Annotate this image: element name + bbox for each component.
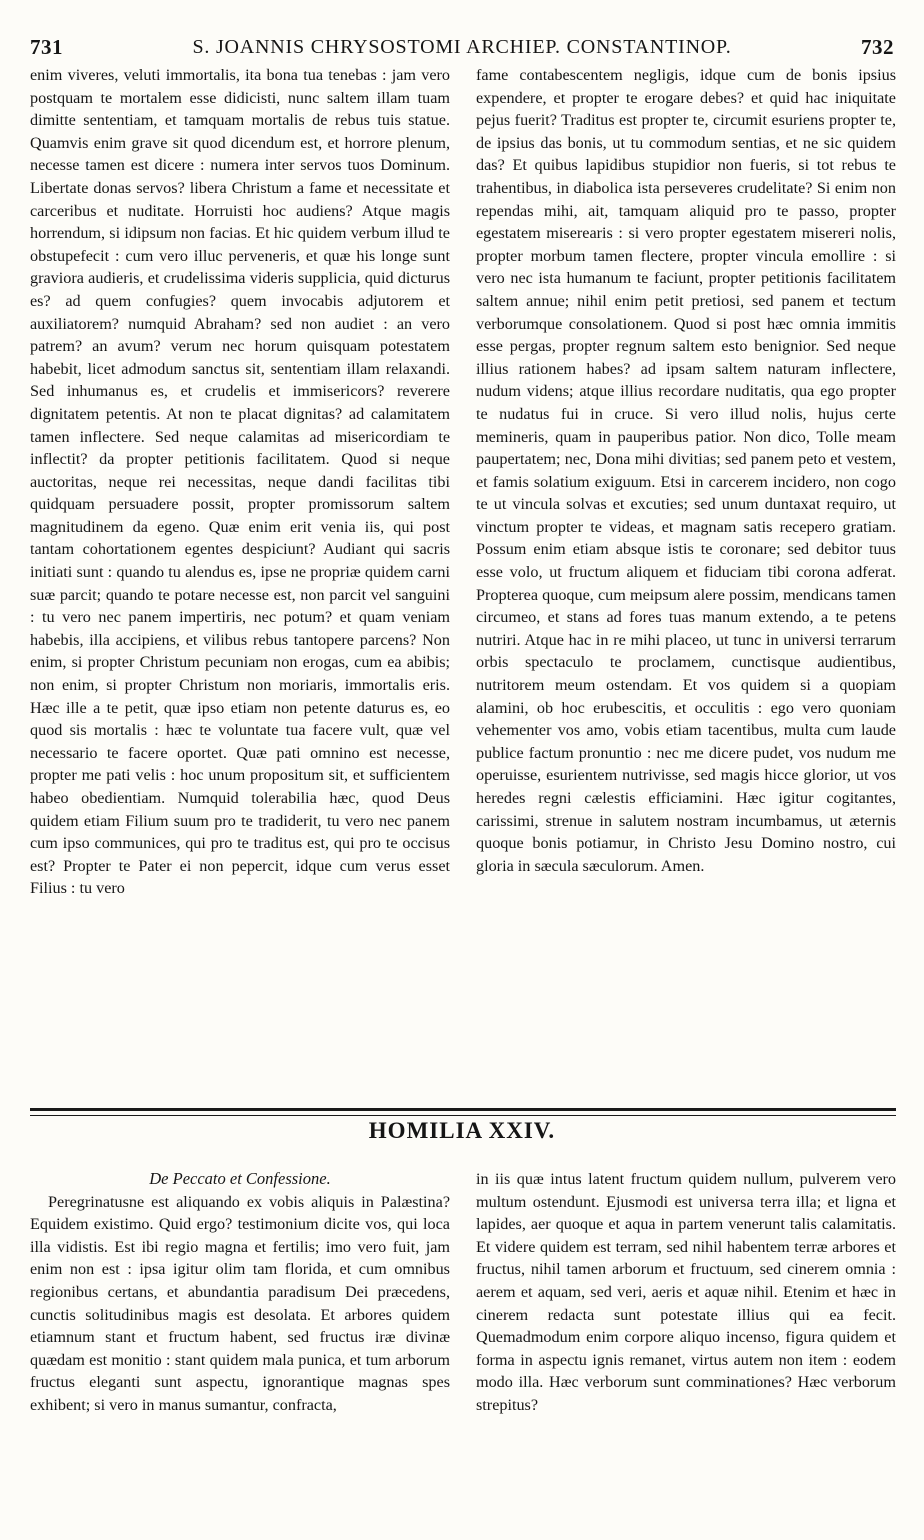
page-number-right: 732 — [861, 34, 894, 59]
homily-left-column — [30, 1168, 450, 1532]
running-head — [30, 34, 894, 60]
homily-subtitle: De Peccato et Confessione. — [149, 1169, 331, 1188]
top-left-text: enim viveres, veluti immortalis, ita bona tua tenebas : jam vero postquam te mortalem esse didicisti, nunc saltem illam tuam dimitte sententiam, et tamquam mortalis de rebus tuis statue. Quamvis enim grave sit quod dicendum est, et horrore plenum, necesse tamen est dicere : numera inter servos tuos Dominum. Libertate donas servos? libera Christum a fame et necessitate et carceribus et nuditate. Horruisti hoc audiens? Atque magis horrendum, si idipsum non facias. Et hic quidem verbum illud te obstupefecit : cum vero illuc perveneris, et quæ his longe sunt graviora audieris, et crudelissima videris supplicia, quid dicturus es? ad quem confugies? quem invocabis adjutorem et auxiliatorem? numquid Abraham? sed non audiet : an vero patrem? an avum? verum nec horum quisquam potestatem habebit, licet admodum sanctus sit, sententiam illam relaxandi. Sed inhumanus es, et crudelis et immisericors? reverere dignitatem petentis. At non te placat dignitas? ad calamitatem tamen inflectere. Sed neque calamitas ad misericordiam te inflectit? da propter petitionis facilitatem. Quod si neque auctoritas, neque rei necessitas, neque dandi facilitas tibi quidquam persuadere possit, propter promissorum saltem magnitudinem da egeno. Quæ enim erit venia iis, qui post tantam cohortationem egentes despiciunt? Audiant qui sacris initiati sunt : quando tu alendus es, ipse ne propriæ quidem carni suæ parcit; quando te potare necesse est, non parcit vel sanguini : tu vero nec panem impertiris, nec potum? et quam veniam habebis, illa accipiens, et vilibus rebus tantopere parcens? Non enim, si propter Christum pecuniam non erogas, cum ea abibis; non enim, si propter Christum non moriaris, immortalis eris. Hæc ille a te petit, quæ ipso etiam non petente daturus es, eo quod sis mortalis : hæc te voluntate tua facere vult, quæ vel necessario te facere oportet. Quæ pati omnino est necesse, propter me pati velis : hoc unum propositum sit, et sufficientem habeo obedientiam. Numquid tolerabilia hæc, quod Deus quidem etiam Filium suum pro te tradiderit, tu vero nec panem cum ipso communices, qui pro te traditus est, qui pro te occisus est? Propter te Pater ei non pepercit, idque cum verus esset Filius : tu vero — [30, 66, 450, 898]
homily-title: HOMILIA XXIV. — [368, 1118, 556, 1143]
homily-left-text: Peregrinatusne est aliquando ex vobis aliquis in Palæstina? Equidem existimo. Quid ergo? testimonium dicite vos, qui loca illa vidistis. Est ibi regio magna et fertilis; imo vero fuit, jam enim non est : ipsa igitur olim tam florida, et cum omnibus regionibus certans, et abundantia paradisum Dei præcedens, cunctis solitudinibus magis est desolata. Et arbores quidem etiamnum stant et fructum habent, sed fructus iræ divinæ quædam est monitio : stant quidem mala punica, et tum arborum fructus eleganti sunt aspectu, ignorantique magnas spes exhibent; si vero in manus sumantur, confracta, — [30, 1192, 450, 1414]
homily-right-text: in iis quæ intus latent fructum quidem nullum, pulverem vero multum ostendunt. Ejusmodi est universa terra illa; et ligna et lapides, aer quoque et aqua in partem venerunt talis calamitatis. Et videre quidem est terram, sed nihil habentem terræ arbores et fructus, nihil tamen arborum et fructuum, sed cinerem omnia : aerem et aquam, sed veri, aeris et aquæ nihil. Etenim et hæc in cinerem redacta sunt potestate illius qui ea fecit. Quemadmodum enim corpore aliquo incenso, figura quidem et forma in aspectu ignis remanet, virtus autem non item : eodem modo illa. Hæc verborum sunt comminationes? Hæc verborum strepitus? — [476, 1170, 896, 1414]
top-columns — [30, 64, 896, 1100]
running-title: S. JOANNIS CHRYSOSTOMI ARCHIEP. CONSTANTINOP. — [192, 35, 732, 58]
top-right-text: fame contabescentem negligis, idque cum de bonis ipsius expendere, et propter te erogare debes? et quid hac iniquitate pejus fuerit? Traditus est propter te, circumit esuriens propter te, de ipsius das bonis, ut tu commodum sentias, et ne sic quidem das? Et quibus lapidibus stupidior non fueris, si tot rebus te trahentibus, in diabolica ista perseveres crudelitate? Si enim non rependas mihi, ait, tamquam aliquid pro te passo, propter egestatem miserearis : si vero propter egestatem misereri nolis, propter morbum tamen flectere, propter vincula emollire : si vero nec ista humanum te faciunt, propter petitionis facilitatem saltem annue; nihil enim petit pretiosi, sed panem et tectum verborumque consolationem. Quod si post hæc omnia immitis esse pergas, propter regnum saltem esto benignior. Sed neque illius rationem habes? ad ipsam saltem naturam inflectere, nudum videns; atque illius recordare nuditatis, qua ego propter te nudatus fui in cruce. Si vero illud nolis, hujus certe memineris, quam in pauperibus patior. Non dico, Tolle meam paupertatem; nec, Dona mihi divitias; sed panem peto et vestem, et famis solatium exiguum. Etsi in carcerem incidero, non cogo te ut vincula solvas et excuties; sed unum duntaxat requiro, ut vinctum propter te videas, et magnam satis recepero gratiam. Possum enim etiam absque istis te coronare; sed debitor tuus esse volo, ut fructum aliquem et fiduciam tibi corona adferat. Propterea quoque, cum meipsum alere possim, mendicans tamen circumeo, et stans ad fores tuas manum extendo, a te petens nutriri. Atque hac in re mihi placeo, ut tunc in universi terrarum orbis spectaculo te proclamem, cunctisque audientibus, nutritorem meum ostendam. Et vos quidem si a quopiam alamini, ob hoc erubescitis, et occulitis : ego vero quoniam vehementer vos amo, vobis etiam tacentibus, multa cum laude publice factum pronuntio : nec me dicere pudet, vos nudum me operuisse, esurientem nutrivisse, sed magis hicce glorior, ut vos heredes regni cælestis efficiamini. Hæc igitur cogitantes, carissimi, strenue in salutem nostram incumbamus, ut æternis quoque bonis potiamur, in Christo Jesu Domino nostro, cui gloria in sæcula sæculorum. Amen. — [476, 66, 896, 875]
top-right-column — [476, 64, 896, 1100]
page-number-left: 731 — [30, 34, 63, 59]
top-left-column — [30, 64, 450, 1100]
homily-right-column — [476, 1168, 896, 1532]
homily-columns — [30, 1168, 896, 1532]
section-divider — [30, 1108, 896, 1116]
